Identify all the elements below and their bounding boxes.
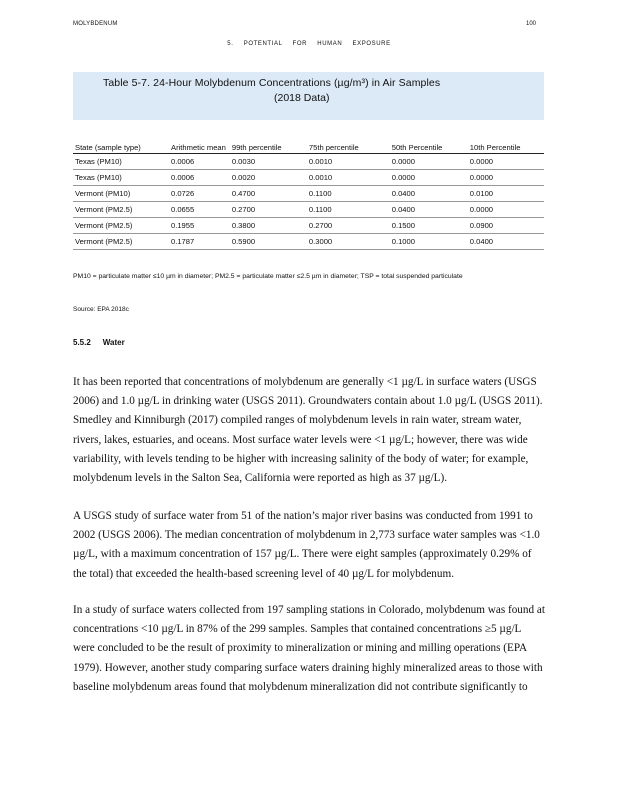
column-header: 99th percentile (230, 124, 307, 154)
table-row (73, 234, 544, 250)
section-heading (73, 338, 137, 347)
table-cell: 0.0000 (468, 170, 544, 186)
table-cell: 0.0000 (468, 154, 544, 170)
table-cell: 0.3000 (307, 234, 390, 250)
table-cell: 0.0655 (169, 202, 230, 218)
table-cell: 0.4700 (230, 186, 307, 202)
table-cell: Vermont (PM2.5) (73, 202, 169, 218)
table-cell: Vermont (PM10) (73, 186, 169, 202)
table-cell: 0.0010 (307, 154, 390, 170)
table-row (73, 202, 544, 218)
table-cell: 0.1500 (390, 218, 468, 234)
table-cell: 0.0006 (169, 170, 230, 186)
table-cell: 0.0400 (468, 234, 544, 250)
column-header: 10th Percentile (468, 124, 544, 154)
table-cell: 0.1955 (169, 218, 230, 234)
table-cell: 0.0726 (169, 186, 230, 202)
section-title: Water (102, 338, 125, 347)
table-cell: 0.0010 (307, 170, 390, 186)
table-cell: Vermont (PM2.5) (73, 234, 169, 250)
table-cell: 0.3800 (230, 218, 307, 234)
table-cell: 0.0400 (390, 202, 468, 218)
table-row (73, 154, 544, 170)
table-cell: 0.1000 (390, 234, 468, 250)
table-cell: 0.0100 (468, 186, 544, 202)
table-header-row (73, 124, 544, 154)
table-cell: 0.0000 (468, 202, 544, 218)
table-cell: 0.0000 (390, 170, 468, 186)
table-cell: 0.0006 (169, 154, 230, 170)
table-row (73, 170, 544, 186)
table-cell: Texas (PM10) (73, 154, 169, 170)
table-cell: Texas (PM10) (73, 170, 169, 186)
table-caption-line1: Table 5-7. 24-Hour Molybdenum Concentrations (µg/m³) in Air Samples (103, 77, 441, 89)
table-footnote: PM10 = particulate matter ≤10 µm in diameter; PM2.5 = particulate matter ≤2.5 µm in diameter; TSP = total suspended particulate (73, 273, 463, 280)
table-cell: 0.1100 (307, 186, 390, 202)
running-header-title: MOLYBDENUM (73, 21, 118, 27)
table-row (73, 186, 544, 202)
section-number: 5.5.2 (73, 338, 91, 347)
column-header: State (sample type) (73, 124, 169, 154)
table-cell: 0.0030 (230, 154, 307, 170)
table-cell: 0.0020 (230, 170, 307, 186)
table-caption (73, 72, 544, 120)
data-table-block (73, 72, 544, 250)
chapter-heading: 5. POTENTIAL FOR HUMAN EXPOSURE (227, 41, 391, 47)
page-number: 100 (525, 21, 536, 27)
table-cell: 0.0400 (390, 186, 468, 202)
column-header: Arithmetic mean (169, 124, 230, 154)
column-header: 75th percentile (307, 124, 390, 154)
body-paragraph: A USGS study of surface water from 51 of the nation’s major river basins was conducted from 1991 to 2002 (USGS 2006). The median concentration of molybdenum in 2,773 surface water samples was <1.0 µg/L, with a maximum concentration of 157 µg/L. There were eight samples (approximately 0.29% of the total) that exceeded the health-based screening level of 40 µg/L for molybdenum. (73, 510, 540, 580)
body-paragraph: It has been reported that concentrations of molybdenum are generally <1 µg/L in surface waters (USGS 2006) and 1.0 µg/L in drinking water (USGS 2011). Groundwaters contain about 1.0 µg/L (USGS 2011). Smedley and Kinniburgh (2017) compiled ranges of molybdenum levels in rain water, stream water, rivers, lakes, estuaries, and oceans. Most surface water levels were <1 µg/L; however, there was wide variability, with levels tending to be higher with increasing salinity of the body of water; for example, molybdenum levels in the Salton Sea, California were reported as high as 37 µg/L). (73, 376, 543, 485)
concentration-table (73, 124, 544, 250)
body-paragraph: In a study of surface waters collected from 197 sampling stations in Colorado, molybdenum was found at concentrations <10 µg/L in 87% of the 299 samples. Samples that contained concentrations ≥5 µg/L were concluded to be the result of proximity to mineralization or mining and milling operations (EPA 1979). However, another study comparing surface waters draining highly mineralized areas to those with baseline molybdenum areas found that molybdenum mineralization did not contribute significantly to (73, 604, 545, 693)
table-row (73, 218, 544, 234)
table-cell: 0.0000 (390, 154, 468, 170)
table-source: Source: EPA 2018c (73, 306, 129, 313)
table-cell: 0.2700 (307, 218, 390, 234)
table-caption-line2: (2018 Data) (274, 92, 330, 104)
column-header: 50th Percentile (390, 124, 468, 154)
table-cell: 0.1100 (307, 202, 390, 218)
table-cell: Vermont (PM2.5) (73, 218, 169, 234)
table-cell: 0.0900 (468, 218, 544, 234)
table-cell: 0.1787 (169, 234, 230, 250)
table-cell: 0.2700 (230, 202, 307, 218)
table-cell: 0.5900 (230, 234, 307, 250)
